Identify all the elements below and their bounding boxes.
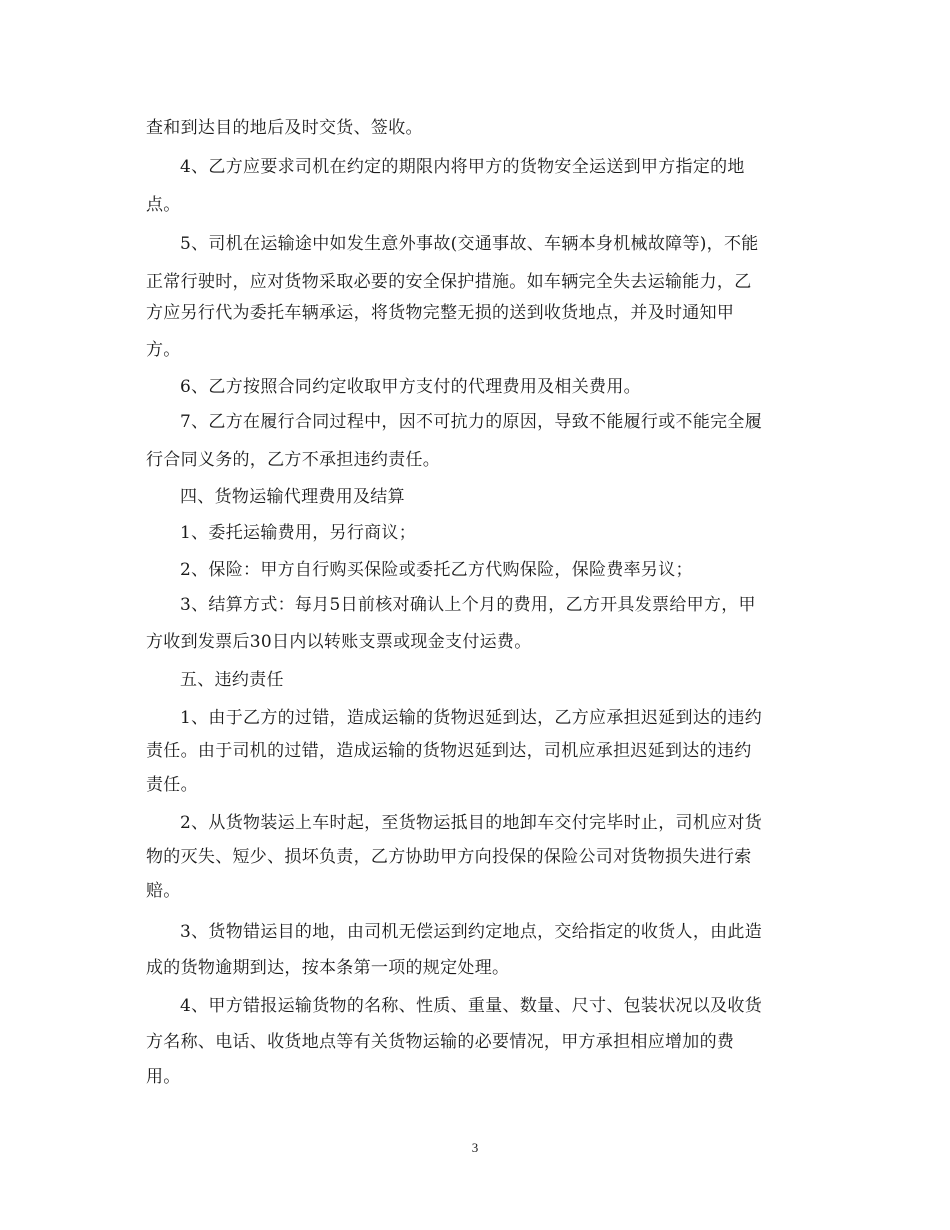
text-line: 方应另行代为委托车辆承运，将货物完整无损的送到收货地点，并及时通知甲: [146, 303, 735, 323]
text-line: 6、乙方按照合同约定收取甲方支付的代理费用及相关费用。: [180, 377, 641, 397]
text-line: 查和到达目的地后及时交货、签收。: [146, 118, 423, 138]
text-line: 4、乙方应要求司机在约定的期限内将甲方的货物安全运送到甲方指定的地: [180, 157, 745, 177]
text-line: 7、乙方在履行合同过程中，因不可抗力的原因，导致不能履行或不能完全履: [180, 412, 763, 432]
text-line: 2、保险：甲方自行购买保险或委托乙方代购保险，保险费率另议；: [180, 560, 693, 580]
text-line: 行合同义务的，乙方不承担违约责任。: [146, 450, 441, 470]
text-line: 责任。: [146, 775, 198, 795]
text-line: 4、甲方错报运输货物的名称、性质、重量、数量、尺寸、包装状况以及收货: [180, 996, 763, 1016]
text-line: 3、结算方式：每月5日前核对确认上个月的费用，乙方开具发票给甲方，甲: [180, 595, 756, 615]
text-line: 1、由于乙方的过错，造成运输的货物迟延到达，乙方应承担迟延到达的违约: [180, 708, 763, 728]
text-line: 1、委托运输费用，另行商议；: [180, 523, 417, 543]
page-number: 3: [471, 1140, 479, 1155]
text-line: 3、货物错运目的地，由司机无偿运到约定地点，交给指定的收货人，由此造: [180, 922, 763, 942]
text-line: 5、司机在运输途中如发生意外事故(交通事故、车辆本身机械故障等)，不能: [180, 234, 759, 254]
text-line: 责任。由于司机的过错，造成运输的货物迟延到达，司机应承担迟延到达的违约: [146, 741, 752, 761]
text-line: 方名称、电话、收货地点等有关货物运输的必要情况，甲方承担相应增加的费: [146, 1032, 735, 1052]
section-heading: 五、违约责任: [180, 670, 284, 690]
text-line: 用。: [146, 1067, 181, 1087]
text-line: 成的货物逾期到达，按本条第一项的规定处理。: [146, 958, 510, 978]
section-heading: 四、货物运输代理费用及结算: [180, 487, 405, 507]
text-line: 物的灭失、短少、损坏负责，乙方协助甲方向投保的保险公司对货物损失进行索: [146, 847, 752, 867]
text-line: 赔。: [146, 881, 181, 901]
text-line: 点。: [146, 195, 181, 215]
text-line: 2、从货物装运上车时起，至货物运抵目的地卸车交付完毕时止，司机应对货: [180, 813, 763, 833]
text-line: 方。: [146, 340, 181, 360]
text-line: 正常行驶时，应对货物采取必要的安全保护措施。如车辆完全失去运输能力，乙: [146, 272, 752, 292]
text-line: 方收到发票后30日内以转账支票或现金支付运费。: [146, 632, 532, 652]
